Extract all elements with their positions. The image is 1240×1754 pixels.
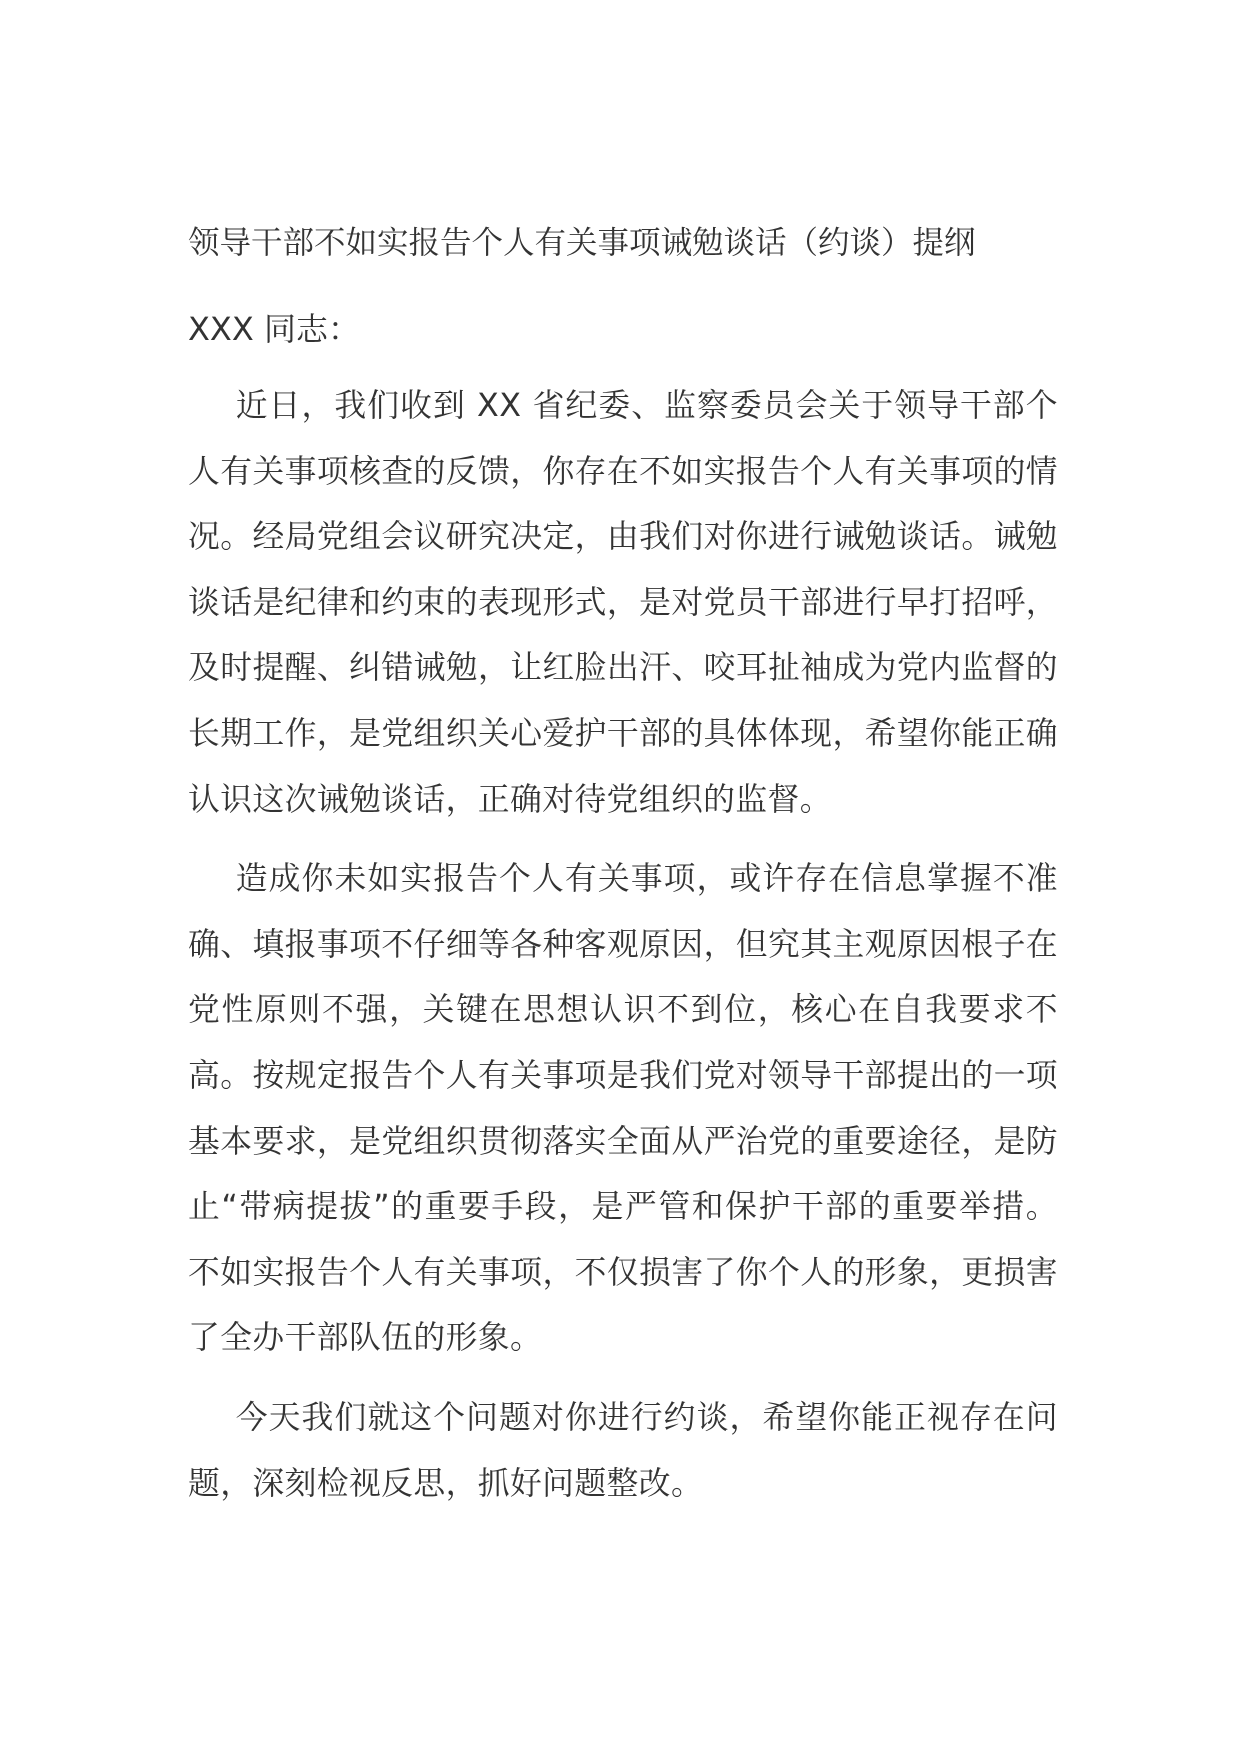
- paragraph-3: 今天我们就这个问题对你进行约谈，希望你能正视存在问题，深刻检视反思，抓好问题整改。: [188, 1398, 1058, 1502]
- salutation: XXX 同志：: [188, 310, 360, 348]
- paragraph-1: 近日，我们收到 XX 省纪委、监察委员会关于领导干部个人有关事项核查的反馈，你存在不如实报告个人有关事项的情况。经局党组会议研究决定，由我们对你进行诫勉谈话。诫勉谈话是纪律和约束的表现形式，是对党员干部进行早打招呼，及时提醒、纠错诫勉，让红脸出汗、咬耳扯袖成为党内监督的长期工作，是党组织关心爱护干部的具体体现，希望你能正确认识这次诫勉谈话，正确对待党组织的监督。: [188, 387, 1058, 818]
- paragraph-2: 造成你未如实报告个人有关事项，或许存在信息掌握不准确、填报事项不仔细等各种客观原因，但究其主观原因根子在党性原则不强，关键在思想认识不到位，核心在自我要求不高。按规定报告个人有关事项是我们党对领导干部提出的一项基本要求，是党组织贯彻落实全面从严治党的重要途径，是防止“带病提拔”的重要手段，是严管和保护干部的重要举措。不如实报告个人有关事项，不仅损害了你个人的形象，更损害了全办干部队伍的形象。: [188, 860, 1058, 1357]
- document-title: 领导干部不如实报告个人有关事项诫勉谈话（约谈）提纲: [188, 225, 976, 261]
- document-body: [188, 219, 1058, 1530]
